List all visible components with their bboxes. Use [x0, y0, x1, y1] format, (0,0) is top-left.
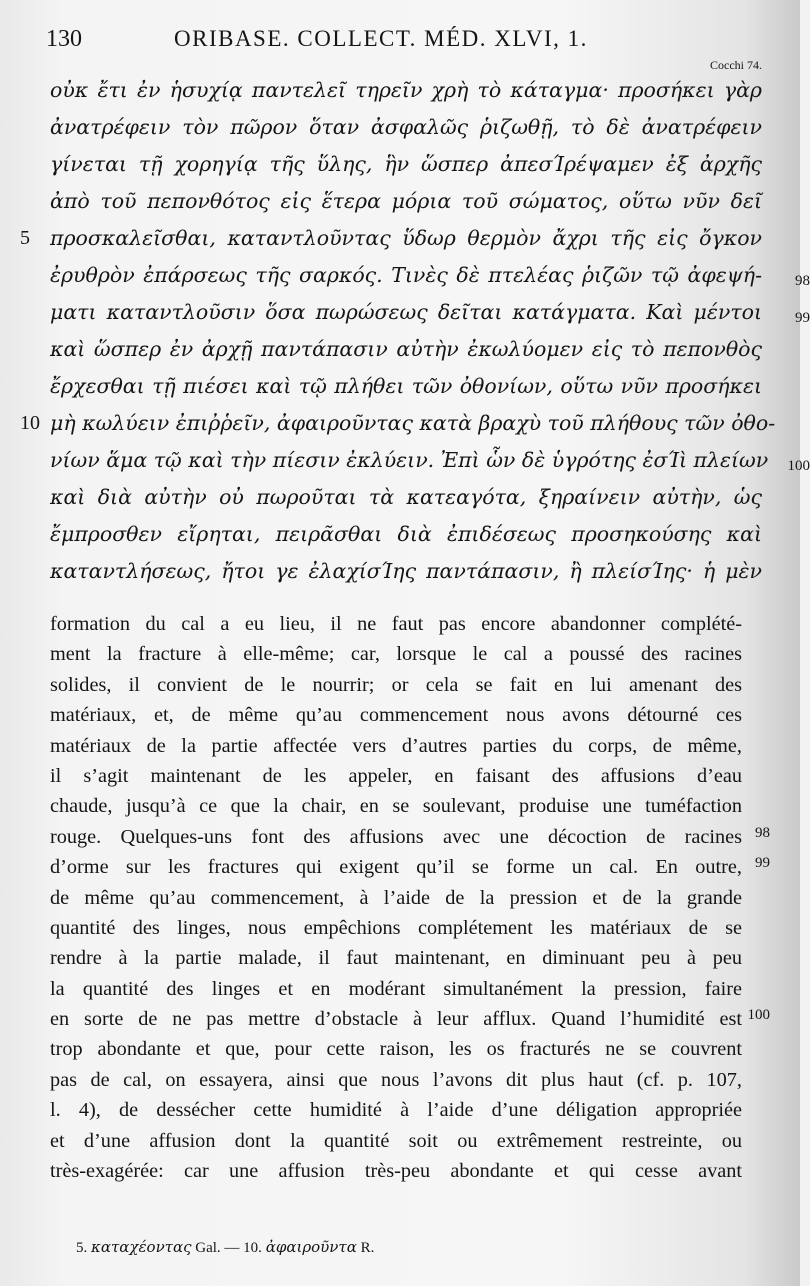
french-line	[50, 1004, 770, 1034]
french-line	[50, 852, 770, 882]
line-number: 10	[20, 412, 40, 434]
french-line-text: en sorte de ne pas mettre d’obstacle à leur afflux. Quand l’humidité est	[50, 1008, 742, 1031]
french-line-text: la quantité des linges et en modérant simultanément la pression, faire	[50, 977, 742, 1000]
greek-line	[50, 146, 762, 183]
french-line-text: pas de cal, on essayera, ainsi que nous l’avons dit plus haut (cf. p. 107,	[50, 1068, 742, 1091]
greek-line	[50, 331, 762, 368]
french-line-text: solides, il convient de le nourrir; or cela se fait en lui amenant des	[50, 673, 742, 696]
french-line-text: matériaux de la partie affectée vers d’autres parties du corps, de même,	[50, 734, 742, 757]
greek-line-text: ἔμπροσθεν εἴρηται, πειρᾶσθαι διὰ ἐπιδέσεως προσηκούσης καὶ	[50, 522, 762, 546]
cocchi-reference: Cocchi 74.	[710, 58, 762, 72]
french-line-text: très-exagérée: car une affusion très-peu abondante et qui cesse avant	[50, 1160, 742, 1183]
french-line-text: rendre à la partie malade, il faut maintenant, en diminuant peu à peu	[50, 947, 742, 970]
greek-line	[50, 109, 762, 146]
footnote-part: R.	[360, 1240, 375, 1256]
greek-line-text: ἔρχεσθαι τῇ πιέσει καὶ τῷ πλήθει τῶν ὀθονίων, οὕτω νῦν προσήκει	[50, 374, 762, 398]
margin-reference-number: 99	[795, 310, 810, 326]
footnotes	[76, 1238, 374, 1257]
french-line	[50, 1065, 742, 1095]
greek-line	[20, 405, 776, 442]
french-line	[50, 609, 742, 639]
french-line	[50, 822, 770, 852]
margin-reference-number: 98	[795, 273, 810, 289]
greek-line	[50, 442, 810, 479]
french-line-text: d’orme sur les fractures qui exigent qu’il se forme un cal. En outre,	[50, 856, 742, 879]
greek-line-text: ἀπὸ τοῦ πεπονθότος εἰς ἕτερα μόρια τοῦ σώματος, οὕτω νῦν δεῖ	[50, 189, 762, 213]
french-translation-block	[50, 609, 770, 1186]
footnote-part: Gal. — 10.	[195, 1240, 262, 1256]
greek-line	[50, 72, 762, 109]
margin-reference-number: 98	[755, 824, 770, 841]
greek-line-text: νίων ἅμα τῷ καὶ τὴν πίεσιν ἐκλύειν. Ἐπὶ ὧν δὲ ὑγρότης ἐσΊὶ πλείων	[50, 448, 769, 472]
greek-line-text: μὴ κωλύειν ἐπιῤῥεῖν, ἀφαιροῦντας κατὰ βραχὺ τοῦ πλήθους τῶν ὀθο-	[50, 411, 776, 435]
greek-line	[50, 553, 762, 590]
french-line	[50, 913, 742, 943]
french-line-text: et d’une affusion dont la quantité soit ou extrêmement restreinte, ou	[50, 1129, 742, 1152]
french-line-text: de même qu’au commencement, à l’aide de la pression et de la grande	[50, 886, 742, 909]
french-line-text: chaude, jusqu’à ce que la chair, en se soulevant, produise une tuméfaction	[50, 795, 742, 818]
footnote-part: 5.	[76, 1240, 88, 1256]
running-title: ORIBASE. COLLECT. MÉD. XLVI, 1.	[174, 26, 588, 51]
greek-line-text: καὶ ὥσπερ ἐν ἀρχῇ παντάπασιν αὐτὴν ἐκωλύομεν εἰς τὸ πεπονθὸς	[50, 337, 762, 361]
french-line-text: ment la fracture à elle-même; car, lorsque le cal a poussé des racines	[50, 643, 742, 666]
french-line-text: rouge. Quelques-uns font des affusions avec une décoction de racines	[50, 825, 742, 848]
greek-line	[50, 294, 810, 331]
french-line	[50, 1156, 742, 1186]
page-number: 130	[46, 26, 82, 52]
french-line-text: quantité des linges, nous empêchions complétement les matériaux de se	[50, 916, 742, 939]
french-line	[50, 943, 742, 973]
french-line-text: il s’agit maintenant de les appeler, en faisant des affusions d’eau	[50, 764, 742, 787]
greek-line-text: γίνεται τῇ χορηγίᾳ τῆς ὕλης, ἣν ὥσπερ ἀπεσΊρέψαμεν ἐξ ἀρχῆς	[50, 152, 762, 176]
french-line	[50, 974, 742, 1004]
greek-line-text: ἐρυθρὸν ἐπάρσεως τῆς σαρκός. Τινὲς δὲ πτελέας ῥιζῶν τῷ ἀφεψή-	[50, 263, 762, 287]
french-line	[50, 639, 742, 669]
french-line-text: matériaux, et, de même qu’au commencement nous avons détourné ces	[50, 704, 742, 727]
margin-reference-number: 100	[747, 1007, 770, 1024]
french-line-text: l. 4), de dessécher cette humidité à l’aide d’une déligation appropriée	[50, 1099, 742, 1122]
french-line-text: formation du cal a eu lieu, il ne faut pas encore abandonner complété-	[50, 613, 742, 635]
french-line	[50, 791, 742, 821]
french-line	[50, 1034, 742, 1064]
french-line	[50, 761, 742, 791]
footnote-greek-word: καταχέοντας	[91, 1238, 192, 1256]
greek-line	[50, 516, 762, 553]
greek-line-text: οὐκ ἔτι ἐν ἡσυχίᾳ παντελεῖ τηρεῖν χρὴ τὸ κάταγμα· προσήκει γὰρ	[50, 78, 762, 102]
french-line	[50, 731, 742, 761]
greek-line	[50, 183, 762, 220]
french-line-text: trop abondante et que, pour cette raison, les os fracturés ne se couvrent	[50, 1038, 742, 1061]
french-line	[50, 1095, 742, 1125]
margin-reference-number: 100	[787, 458, 810, 474]
greek-line	[50, 368, 762, 405]
greek-line-text: προσκαλεῖσθαι, καταντλοῦντας ὕδωρ θερμὸν ἄχρι τῆς εἰς ὄγκον	[50, 226, 762, 250]
greek-line	[50, 479, 762, 516]
french-line	[50, 1126, 742, 1156]
french-line	[50, 883, 742, 913]
greek-line-text: ματι καταντλοῦσιν ὅσα πωρώσεως δεῖται κατάγματα. Καὶ μέντοι	[50, 300, 762, 324]
margin-reference-number: 99	[755, 855, 770, 872]
greek-line-text: καταντλήσεως, ἤτοι γε ἐλαχίσΊης παντάπασιν, ἢ πλείσΊης· ἡ μὲν	[50, 559, 762, 583]
french-line	[50, 700, 742, 730]
page-header	[46, 26, 760, 60]
greek-line	[20, 220, 762, 257]
greek-line	[50, 257, 810, 294]
french-line	[50, 670, 742, 700]
footnote-greek-word: ἀφαιροῦντα	[265, 1238, 357, 1256]
greek-line-text: καὶ διὰ αὐτὴν οὐ πωροῦται τὰ κατεαγότα, ξηραίνειν αὐτὴν, ὡς	[50, 485, 762, 509]
greek-line-text: ἀνατρέφειν τὸν πῶρον ὅταν ἀσφαλῶς ῥιζωθῇ, τὸ δὲ ἀνατρέφειν	[50, 115, 762, 139]
line-number: 5	[20, 227, 30, 249]
greek-text-block	[20, 72, 810, 590]
